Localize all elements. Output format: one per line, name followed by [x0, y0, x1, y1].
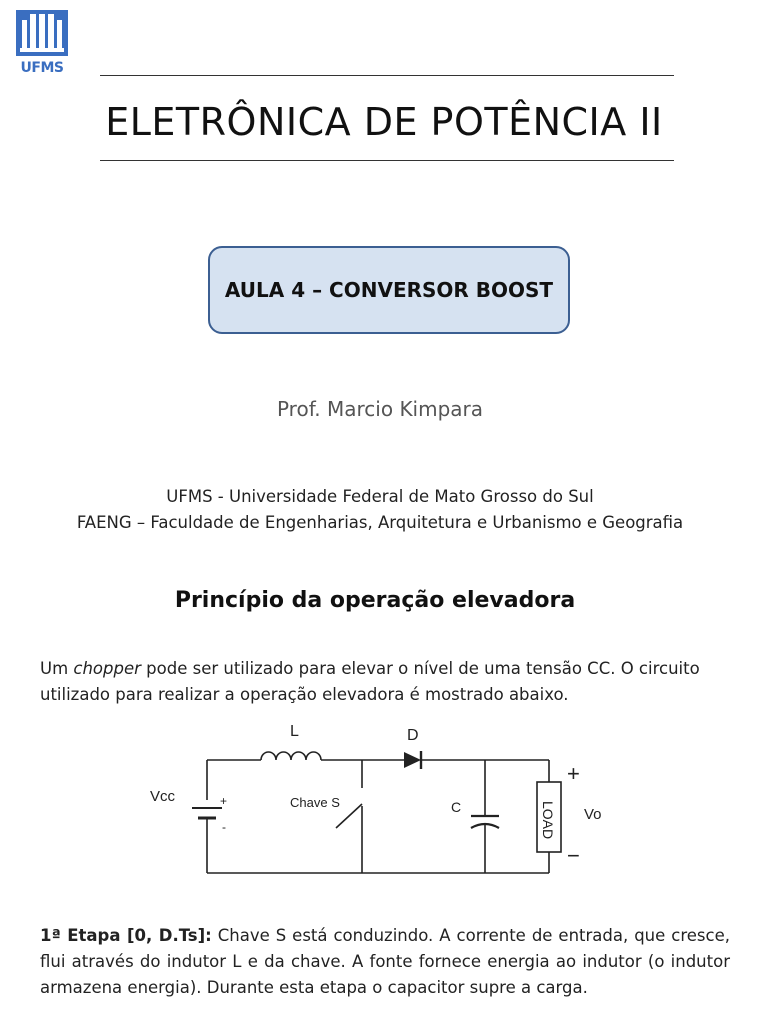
logo-text: UFMS	[20, 60, 64, 76]
output-minus: −	[567, 843, 580, 868]
ufms-logo	[14, 8, 70, 78]
section-title: Princípio da operação elevadora	[174, 588, 576, 613]
source-label: Vcc	[150, 788, 176, 805]
lesson-box	[208, 246, 570, 334]
lesson-title: AULA 4 – CONVERSOR BOOST	[224, 278, 554, 302]
inductor-label: L	[290, 723, 299, 740]
author: Prof. Marcio Kimpara	[276, 397, 484, 421]
stage1-text: Chave S está conduzindo. A corrente de entrada, que cresce, flui através do indutor L e da chave. A fonte fornece energia ao indutor (o indutor armazena energia). Durante esta etapa o capacitor supre a carga.	[40, 926, 730, 997]
switch-label: Chave S	[290, 795, 340, 810]
title-top-rule	[100, 75, 674, 76]
intro-paragraph	[40, 656, 730, 708]
intro-post: pode ser utilizado para elevar o nível de uma tensão CC. O circuito utilizado para realizar a operação elevadora é mostrado abaixo.	[40, 659, 700, 704]
affiliation-line-1: UFMS - Universidade Federal de Mato Grosso do Sul	[166, 487, 594, 506]
output-plus: +	[567, 761, 580, 786]
capacitor-label: C	[451, 799, 462, 815]
intro-emphasis: chopper	[73, 659, 141, 678]
stage1-label: 1ª Etapa [0, D.Ts]:	[40, 926, 212, 945]
load-label: LOAD	[540, 801, 556, 840]
output-label: Vo	[584, 806, 602, 823]
stage1-paragraph	[40, 923, 730, 1001]
diode-label: D	[407, 727, 419, 744]
boost-circuit-diagram	[140, 720, 620, 880]
intro-pre: Um	[40, 659, 74, 678]
title-bottom-rule	[100, 160, 674, 161]
ufms-building-icon	[14, 8, 70, 60]
source-plus: +	[220, 794, 228, 808]
affiliation-line-2: FAENG – Faculdade de Engenharias, Arquitetura e Urbanismo e Geografia	[76, 513, 684, 532]
source-minus: -	[222, 820, 226, 834]
page-title: ELETRÔNICA DE POTÊNCIA II	[105, 100, 663, 144]
diode-icon	[404, 752, 421, 768]
